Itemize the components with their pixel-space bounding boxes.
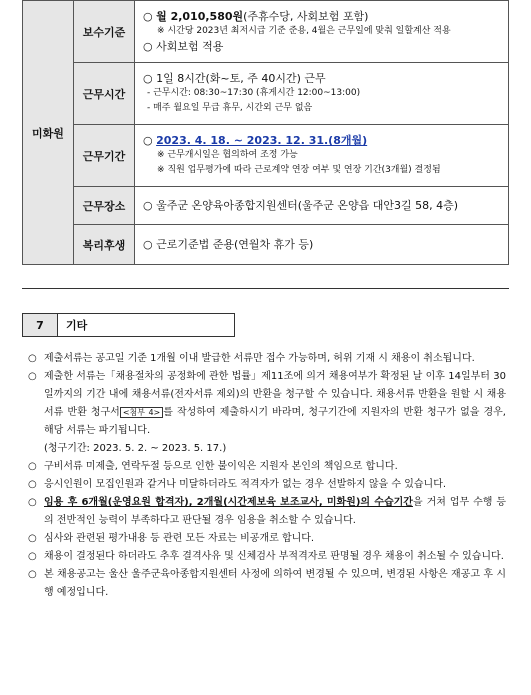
role-label: 미화원 xyxy=(23,1,74,265)
list-item: ○ 응시인원이 모집인원과 같거나 미달하더라도 적격자가 없는 경우 선발하지 않을 수 있습니다. xyxy=(28,479,447,490)
list-item: ○ 제출서류는 공고일 기준 1개월 이내 발급한 서류만 접수 가능하며, 허위 기재 시 채용이 취소됩니다. xyxy=(28,353,475,364)
row-head-hours: 근무시간 xyxy=(74,63,135,125)
list-item: ○ 구비서류 미제출, 연락두절 등으로 인한 불이익은 지원자 본인의 책임으로 합니다. xyxy=(28,461,398,472)
row-body-pay: ○ 월 2,010,580원(주휴수당, 사회보험 포함) ※ 시간당 2023년 최저시급 기준 준용, 4월은 근무일에 맞춰 일할계산 적용 ○ 사회보험 적용 xyxy=(135,1,509,63)
list-item: ○ 임용 후 6개월(운영요원 합격자), 2개월(시간제보육 보조교사, 미화원)의 수습기간을 거쳐 업무 수행 등의 전반적인 능력이 부족하다고 판단될 경우 임용을 취소할 수 있습니다. xyxy=(28,497,507,526)
row-body-place: ○ 울주군 온양육아종합지원센터(울주군 온양읍 대안3길 58, 4층) xyxy=(135,187,509,225)
row-head-pay: 보수기준 xyxy=(74,1,135,63)
list-item: ○ 제출한 서류는「채용절차의 공정화에 관한 법률」제11조에 의거 채용여부가 확정된 날 이후 14일부터 30일까지의 기간 내에 채용서류(전자서류 제외)의 반환을 청구할 수 있습니다. 채용서류 반환을 원할 시 채용서류 반환 청구서 <첨부 4> 를 작성하여 제출하시기 바라며, 청구기간에 지원자의 반환 청구가 없을 경우, 해당 서류는 파기됩니다. (청구기간: 2023. 5. 2. ~ 2023. 5. 17.) xyxy=(28,371,506,454)
list-item: ○ 본 채용공고는 울산 울주군육아종합지원센터 사정에 의하여 변경될 수 있으며, 변경된 사항은 재공고 후 시행 예정입니다. xyxy=(28,569,506,598)
section-header xyxy=(22,313,235,337)
row-body-welfare: ○ 근로기준법 준용(연월차 휴가 등) xyxy=(135,225,509,265)
row-head-place: 근무장소 xyxy=(74,187,135,225)
row-body-hours: ○ 1일 8시간(화~토, 주 40시간) 근무 - 근무시간: 08:30~17:30 (휴게시간 12:00~13:00) - 매주 월요일 무급 휴무, 시간외 근무 없음 xyxy=(135,63,509,125)
attachment-tag: <첨부 4> xyxy=(120,407,163,418)
section-title: 기타 xyxy=(58,313,235,337)
period-highlight: 2023. 4. 18. ~ 2023. 12. 31.(8개월) xyxy=(156,134,368,147)
row-head-period: 근무기간 xyxy=(74,125,135,187)
list-item: ○ 채용이 결정된다 하더라도 추후 결격사유 및 신체검사 부적격자로 판명될 경우 채용이 취소될 수 있습니다. xyxy=(28,551,504,562)
list-item: ○ 심사와 관련된 평가내용 등 관련 모든 자료는 비공개로 합니다. xyxy=(28,533,315,544)
row-body-period: ○ 2023. 4. 18. ~ 2023. 12. 31.(8개월) ※ 근무개시일은 협의하여 조정 가능 ※ 직원 업무평가에 따라 근로계약 연장 여부 및 연장 기간(3개월) 결정됨 xyxy=(135,125,509,187)
row-head-welfare: 복리후생 xyxy=(74,225,135,265)
divider xyxy=(22,288,509,289)
section-number: 7 xyxy=(22,313,58,337)
conditions-table xyxy=(22,0,509,265)
notice-list xyxy=(28,350,506,602)
